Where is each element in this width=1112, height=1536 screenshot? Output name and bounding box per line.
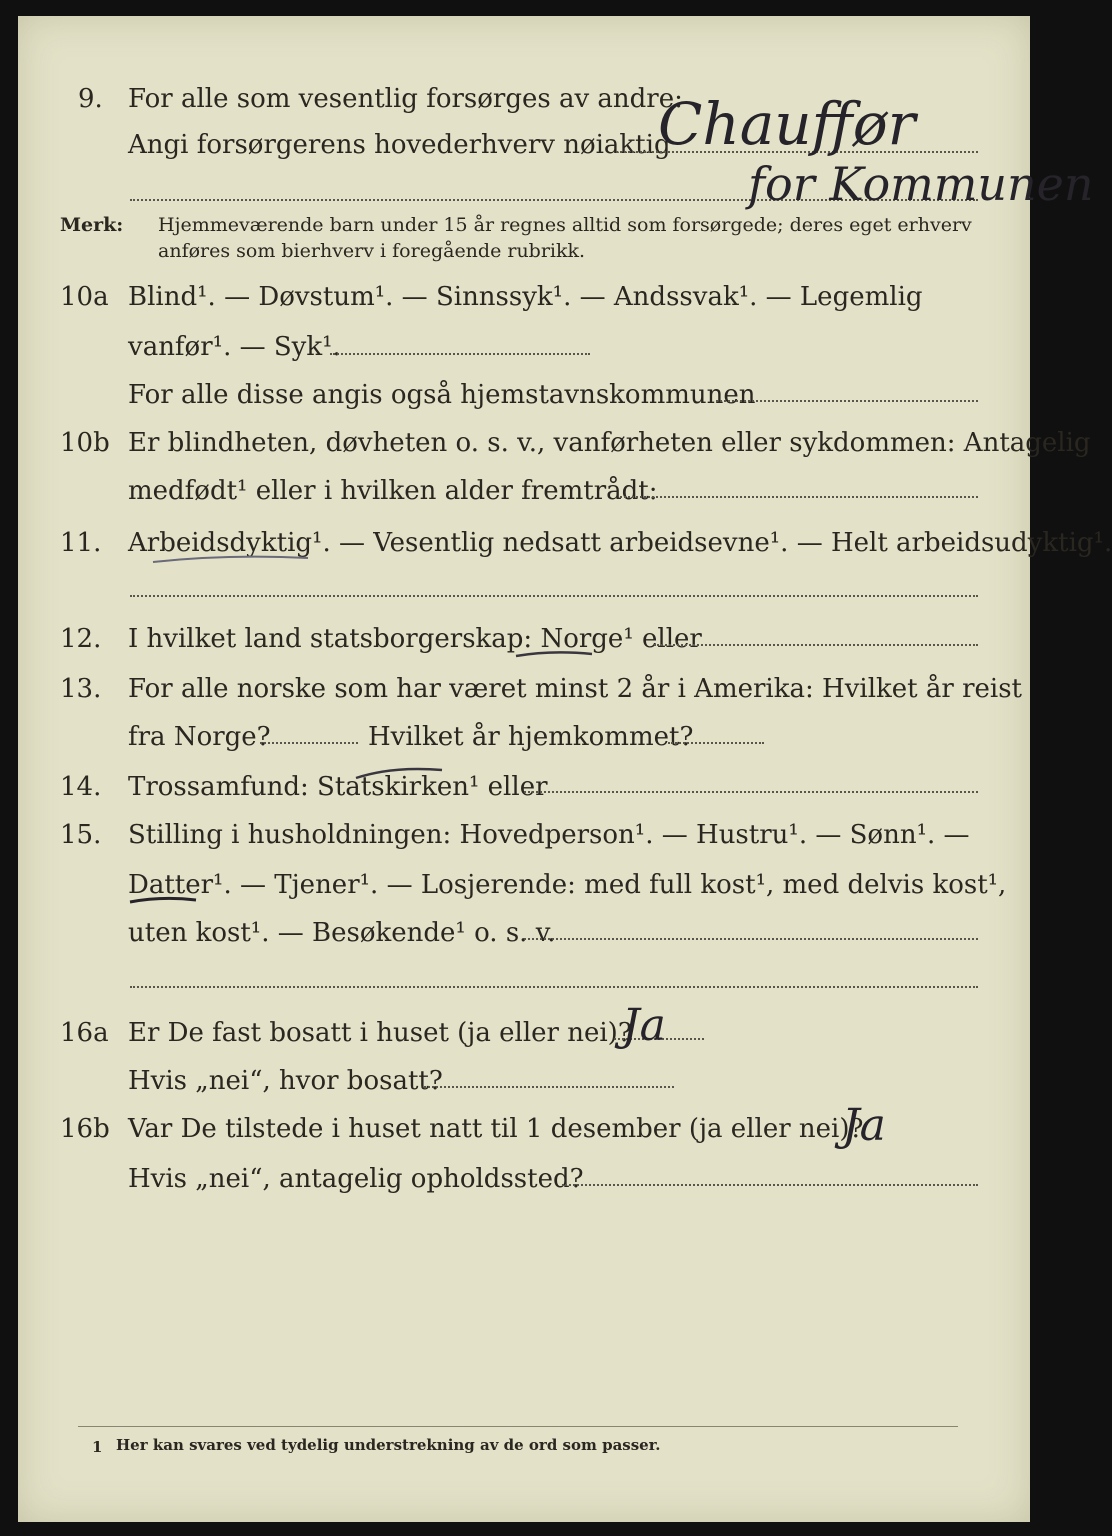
q10a-line3: For alle disse angis også hjemstavnskommunen [128, 380, 756, 410]
q9-line1: For alle som vesentlig forsørges av andre: [128, 84, 683, 114]
q10b-number: 10b [60, 428, 110, 458]
q10a-line1: Blind¹. — Døvstum¹. — Sinnssyk¹. — Andssvak¹. — Legemlig [128, 282, 923, 312]
census-form-page [18, 16, 1112, 1522]
q14-number: 14. [60, 772, 102, 802]
q16b-line1: Var De tilstede i huset natt til 1 desember (ja eller nei)? [128, 1114, 864, 1144]
svg-text:Ja: Ja [622, 1000, 666, 1051]
footnote-text: Her kan svares ved tydelig understrekning av de ord som passer. [116, 1436, 661, 1454]
q11-underline-mark [148, 550, 318, 570]
q14-line1: Trossamfund: Statskirken¹ eller [128, 772, 548, 802]
q10a-answer-line [330, 353, 590, 355]
q12-underline-mark [512, 646, 602, 662]
q13-line2: fra Norge? [128, 722, 271, 752]
q16a-line1: Er De fast bosatt i huset (ja eller nei)? [128, 1018, 632, 1048]
q16b-line2: Hvis „nei“, antagelig opholdssted? [128, 1164, 584, 1194]
q15-answer-line [524, 938, 978, 940]
q16b-handwritten-answer [834, 1096, 954, 1156]
footnote-mark: 1 [92, 1438, 103, 1456]
q10b-line2: medfødt¹ eller i hvilken alder fremtrådt: [128, 476, 658, 506]
q10a-hometown-line [716, 400, 978, 402]
svg-text:Chauffør: Chauffør [658, 90, 916, 158]
q15-line1: Stilling i husholdningen: Hovedperson¹. — Hustru¹. — Sønn¹. — [128, 820, 970, 850]
q15-line2: Datter¹. — Tjener¹. — Losjerende: med full kost¹, med delvis kost¹, [128, 870, 1007, 900]
q9-handwritten-answer [648, 66, 1094, 216]
q13-return-line [668, 742, 764, 744]
q16a-residence-line [424, 1086, 674, 1088]
q13-line2b: Hvilket år hjemkommet? [368, 722, 694, 752]
q9-number: 9. [78, 84, 103, 114]
q15-extra-line [130, 986, 978, 988]
q12-number: 12. [60, 624, 102, 654]
q14-answer-line [524, 791, 978, 793]
q16a-number: 16a [60, 1018, 109, 1048]
q10b-line1: Er blindheten, døvheten o. s. v., vanførheten eller sykdommen: Antagelig [128, 428, 1091, 458]
q10b-answer-line [620, 496, 978, 498]
svg-text:Ja: Ja [842, 1100, 886, 1151]
q10a-number: 10a [60, 282, 109, 312]
merk-label: Merk: [60, 214, 124, 236]
q13-number: 13. [60, 674, 102, 704]
q16a-line2: Hvis „nei“, hvor bosatt? [128, 1066, 443, 1096]
q11-answer-line [130, 595, 978, 597]
q16b-number: 16b [60, 1114, 110, 1144]
q14-overline-mark [352, 764, 452, 782]
merk-line1: Hjemmeværende barn under 15 år regnes alltid som forsørgede; deres eget erhverv [158, 214, 972, 236]
q16b-location-line [562, 1184, 978, 1186]
q16a-handwritten-answer [614, 996, 724, 1056]
q15-number: 15. [60, 820, 102, 850]
q12-answer-line [654, 644, 978, 646]
q10a-line2: vanfør¹. — Syk¹. [128, 332, 341, 362]
q9-line2: Angi forsørgerens hovederhverv nøiaktig [128, 130, 671, 160]
q11-line1: Arbeidsdyktig¹. — Vesentlig nedsatt arbeidsevne¹. — Helt arbeidsudyktig¹. [128, 528, 1112, 558]
q13-departure-line [260, 742, 358, 744]
q12-line1: I hvilket land statsborgerskap: Norge¹ eller [128, 624, 702, 654]
q15-underline-mark [126, 892, 206, 908]
footnote-divider [78, 1426, 958, 1427]
q13-line1: For alle norske som har været minst 2 år i Amerika: Hvilket år reist [128, 674, 1022, 704]
merk-line2: anføres som bierhverv i foregående rubrikk. [158, 240, 586, 262]
q15-line3: uten kost¹. — Besøkende¹ o. s. v. [128, 918, 556, 948]
svg-text:for Kommunen: for Kommunen [748, 157, 1094, 211]
q11-number: 11. [60, 528, 102, 558]
